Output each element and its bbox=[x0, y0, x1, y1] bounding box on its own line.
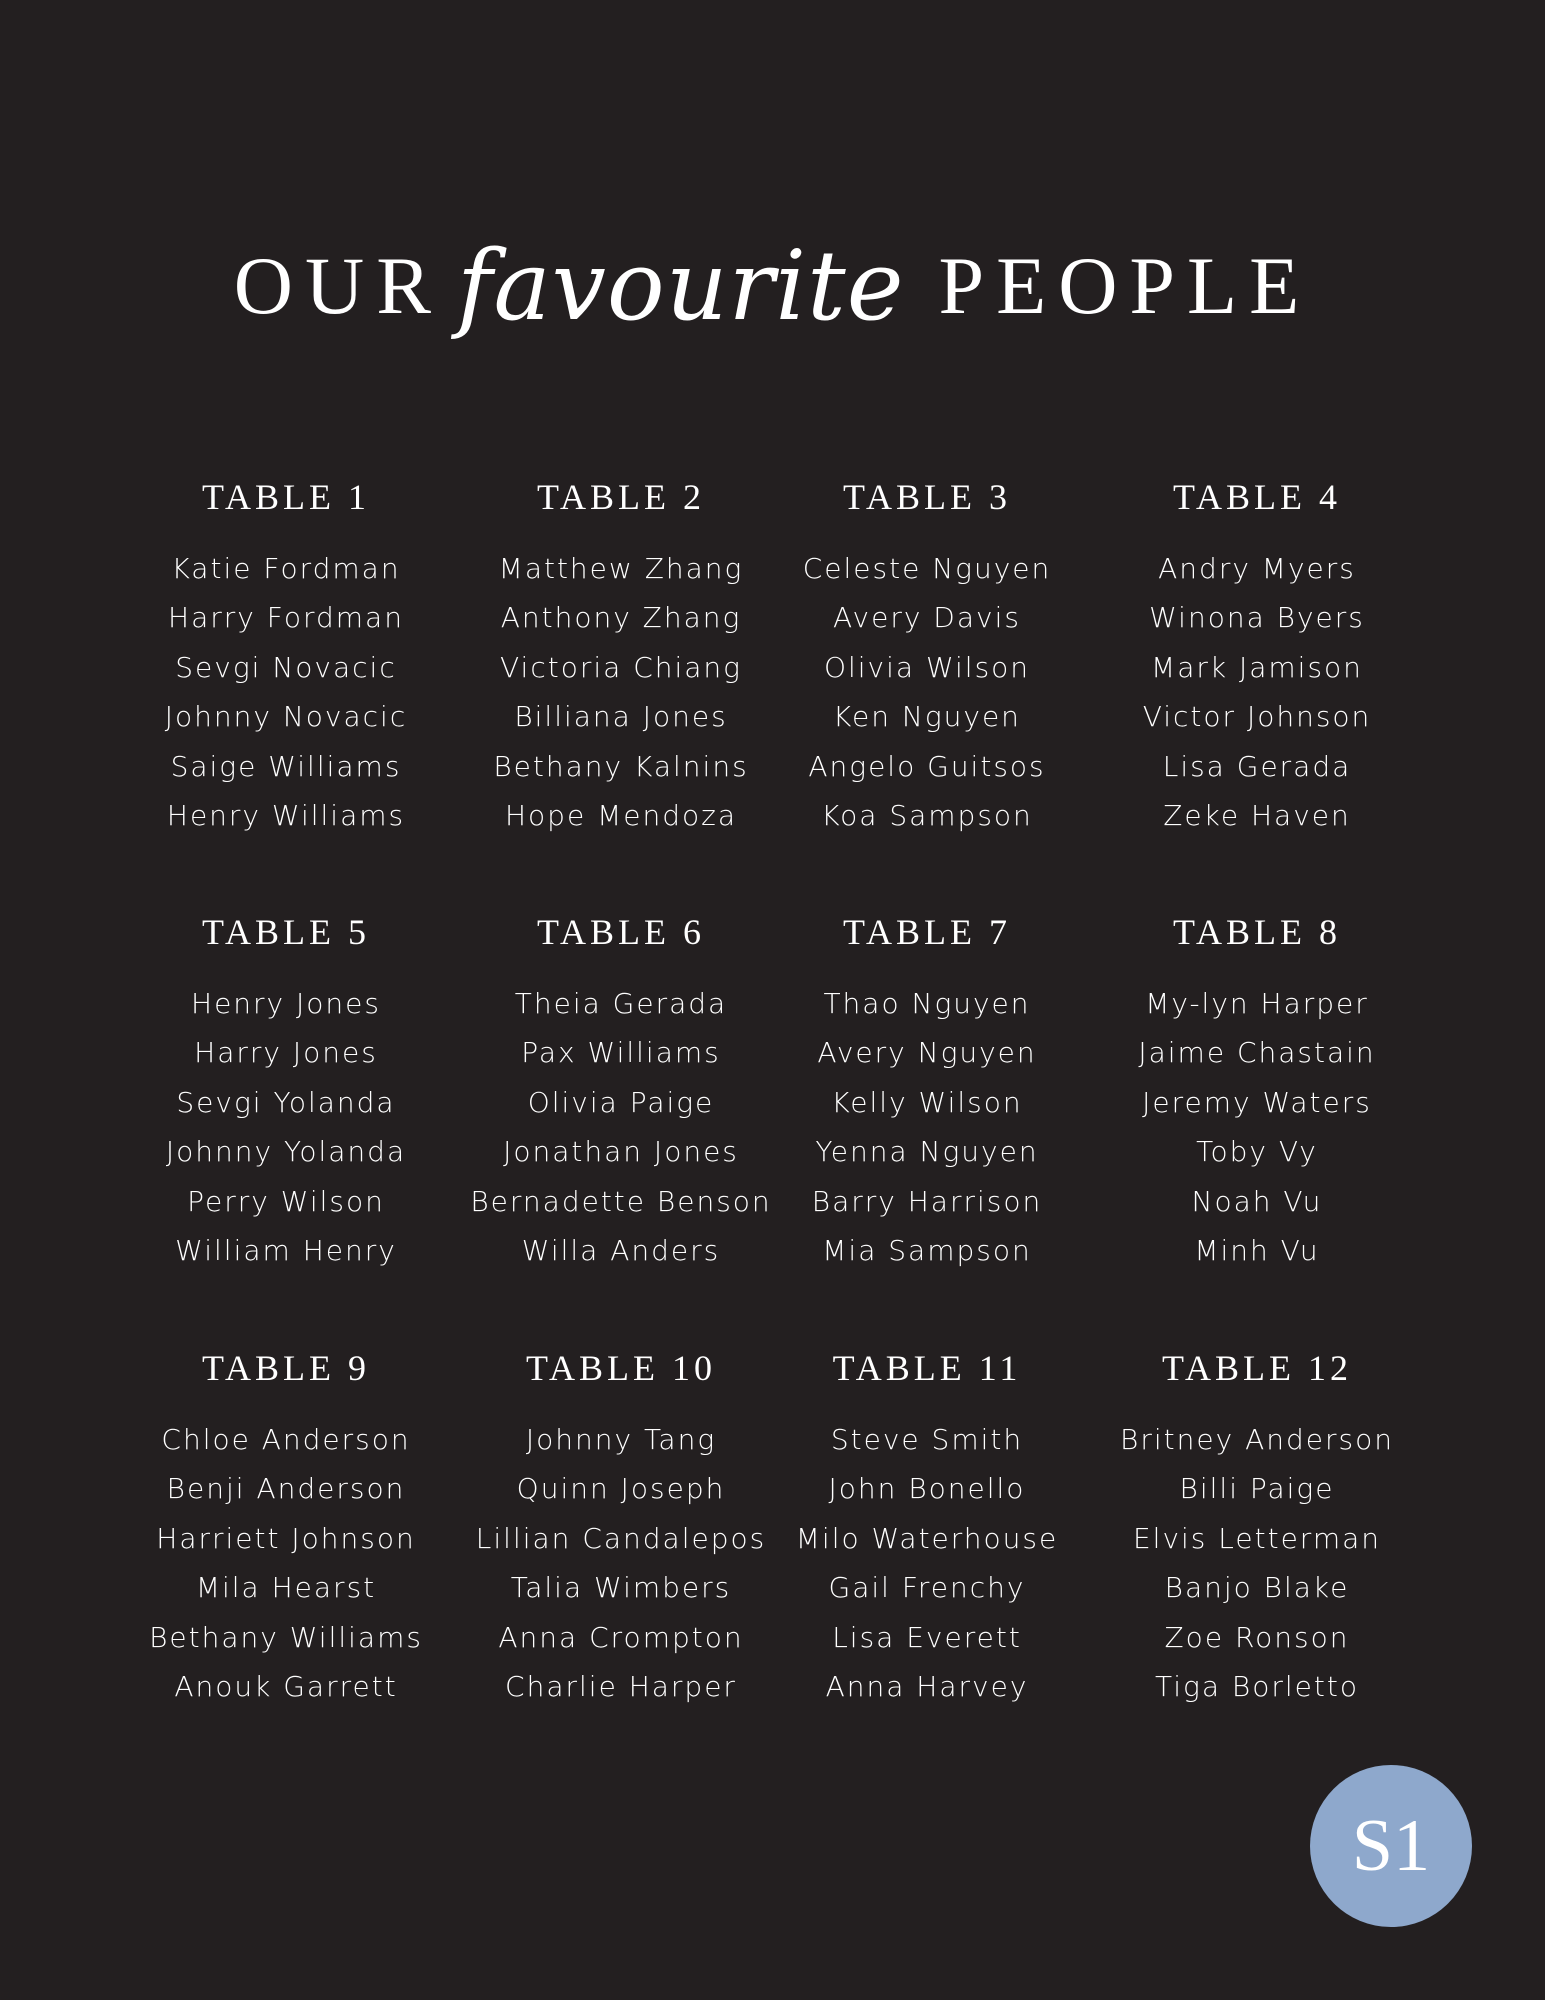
guest-name: John Bonello bbox=[828, 1472, 1026, 1506]
guest-name: Anthony Zhang bbox=[500, 601, 742, 635]
table-heading: TABLE 12 bbox=[1161, 1348, 1353, 1388]
guest-name: Sevgi Novacic bbox=[175, 650, 397, 684]
title-favourite: favourite bbox=[456, 230, 905, 342]
guest-name: Lillian Candalepos bbox=[475, 1521, 767, 1555]
guest-name: William Henry bbox=[175, 1234, 397, 1268]
guest-name: Johnny Tang bbox=[525, 1423, 717, 1456]
guest-name: Anouk Garrett bbox=[174, 1670, 398, 1704]
guest-name: Thao Nguyen bbox=[823, 987, 1031, 1020]
guest-name: Avery Nguyen bbox=[817, 1036, 1037, 1070]
guest-name: Celeste Nguyen bbox=[802, 552, 1052, 585]
guest-name: Bernadette Benson bbox=[470, 1184, 772, 1218]
table-2 bbox=[456, 476, 786, 840]
guest-name: Benji Anderson bbox=[166, 1472, 406, 1506]
table-heading: TABLE 5 bbox=[201, 912, 371, 952]
table-6 bbox=[456, 911, 786, 1275]
guest-name: Billiana Jones bbox=[514, 700, 728, 734]
guest-name: Mark Jamison bbox=[1151, 650, 1363, 684]
guest-name: Talia Wimbers bbox=[510, 1571, 732, 1605]
table-heading: TABLE 11 bbox=[832, 1348, 1022, 1388]
guest-name: Winona Byers bbox=[1149, 601, 1365, 635]
guest-name: Harry Jones bbox=[194, 1036, 378, 1070]
guest-name: My-lyn Harper bbox=[1145, 987, 1369, 1020]
guest-name: Avery Davis bbox=[833, 601, 1021, 635]
guest-name: Hope Mendoza bbox=[505, 799, 737, 833]
guest-name: Jaime Chastain bbox=[1138, 1036, 1376, 1070]
guest-name: Yenna Nguyen bbox=[815, 1135, 1039, 1169]
table-heading: TABLE 3 bbox=[842, 477, 1012, 517]
guest-name: Zoe Ronson bbox=[1164, 1620, 1350, 1654]
table-3 bbox=[762, 476, 1092, 840]
guest-name: Anna Crompton bbox=[498, 1620, 744, 1654]
table-heading: TABLE 7 bbox=[842, 912, 1012, 952]
guest-name: Henry Jones bbox=[191, 987, 381, 1020]
guest-name: Steve Smith bbox=[830, 1423, 1024, 1456]
table-11 bbox=[762, 1347, 1092, 1711]
page-title bbox=[0, 230, 1545, 342]
guest-name: Kelly Wilson bbox=[831, 1085, 1023, 1119]
guest-name: Noah Vu bbox=[1191, 1184, 1323, 1218]
guest-name: Elvis Letterman bbox=[1132, 1521, 1382, 1555]
guest-name: Anna Harvey bbox=[825, 1670, 1029, 1704]
title-people: PEOPLE bbox=[938, 240, 1312, 331]
guest-name: Theia Gerada bbox=[514, 987, 728, 1020]
table-heading: TABLE 8 bbox=[1172, 912, 1342, 952]
guest-name: Minh Vu bbox=[1194, 1234, 1320, 1268]
guest-name: Harry Fordman bbox=[168, 601, 404, 635]
guest-name: Lisa Everett bbox=[832, 1620, 1022, 1654]
guest-name: Charlie Harper bbox=[505, 1670, 737, 1704]
guest-name: Matthew Zhang bbox=[498, 552, 744, 585]
table-5 bbox=[121, 911, 451, 1275]
guest-name: Bethany Kalnins bbox=[493, 749, 749, 783]
table-12 bbox=[1092, 1347, 1422, 1711]
guest-name: Britney Anderson bbox=[1120, 1423, 1394, 1456]
guest-name: Milo Waterhouse bbox=[795, 1521, 1059, 1555]
guest-name: Pax Williams bbox=[521, 1036, 721, 1070]
guest-name: Johnny Novacic bbox=[164, 700, 408, 734]
guest-name: Tiga Borletto bbox=[1155, 1670, 1359, 1704]
guest-name: Koa Sampson bbox=[821, 799, 1033, 833]
guest-name: Andry Myers bbox=[1158, 552, 1356, 585]
table-7 bbox=[762, 911, 1092, 1275]
guest-name: Willa Anders bbox=[521, 1234, 721, 1268]
guest-name: Ken Nguyen bbox=[833, 700, 1021, 734]
table-8 bbox=[1092, 911, 1422, 1275]
guest-name: Angelo Guitsos bbox=[808, 749, 1046, 783]
guest-name: Sevgi Yolanda bbox=[176, 1085, 396, 1119]
table-10 bbox=[456, 1347, 786, 1711]
guest-name: Olivia Wilson bbox=[823, 650, 1031, 684]
guest-name: Harriett Johnson bbox=[156, 1521, 416, 1555]
title-our: OUR bbox=[233, 240, 443, 331]
guest-name: Bethany Williams bbox=[149, 1620, 423, 1654]
table-4 bbox=[1092, 476, 1422, 840]
table-heading: TABLE 6 bbox=[536, 912, 706, 952]
guest-name: Henry Williams bbox=[166, 799, 406, 833]
table-1 bbox=[121, 476, 451, 840]
guest-name: Banjo Blake bbox=[1164, 1571, 1350, 1605]
table-heading: TABLE 2 bbox=[536, 477, 706, 517]
guest-name: Jeremy Waters bbox=[1142, 1085, 1372, 1119]
guest-name: Quinn Joseph bbox=[516, 1472, 726, 1506]
guest-name: Mia Sampson bbox=[822, 1234, 1032, 1268]
table-heading: TABLE 4 bbox=[1172, 477, 1342, 517]
page-badge: S1 bbox=[1310, 1765, 1472, 1927]
guest-name: Gail Frenchy bbox=[828, 1571, 1026, 1605]
guest-name: Saige Williams bbox=[170, 749, 402, 783]
guest-name: Perry Wilson bbox=[187, 1184, 385, 1218]
guest-name: Victoria Chiang bbox=[500, 650, 742, 684]
table-heading: TABLE 9 bbox=[201, 1348, 371, 1388]
guest-name: Victor Johnson bbox=[1142, 700, 1372, 734]
table-9 bbox=[121, 1347, 451, 1711]
table-heading: TABLE 1 bbox=[201, 477, 371, 517]
guest-name: Zeke Haven bbox=[1163, 799, 1351, 833]
guest-name: Chloe Anderson bbox=[161, 1423, 411, 1456]
table-heading: TABLE 10 bbox=[525, 1348, 717, 1388]
guest-name: Katie Fordman bbox=[171, 552, 401, 585]
guest-name: Barry Harrison bbox=[811, 1184, 1043, 1218]
guest-name: Jonathan Jones bbox=[503, 1135, 739, 1169]
guest-name: Toby Vy bbox=[1196, 1135, 1318, 1169]
guest-name: Lisa Gerada bbox=[1162, 749, 1352, 783]
guest-name: Johnny Yolanda bbox=[165, 1135, 407, 1169]
guest-name: Mila Hearst bbox=[195, 1571, 377, 1605]
guest-name: Olivia Paige bbox=[527, 1085, 715, 1119]
guest-name: Billi Paige bbox=[1179, 1472, 1335, 1506]
